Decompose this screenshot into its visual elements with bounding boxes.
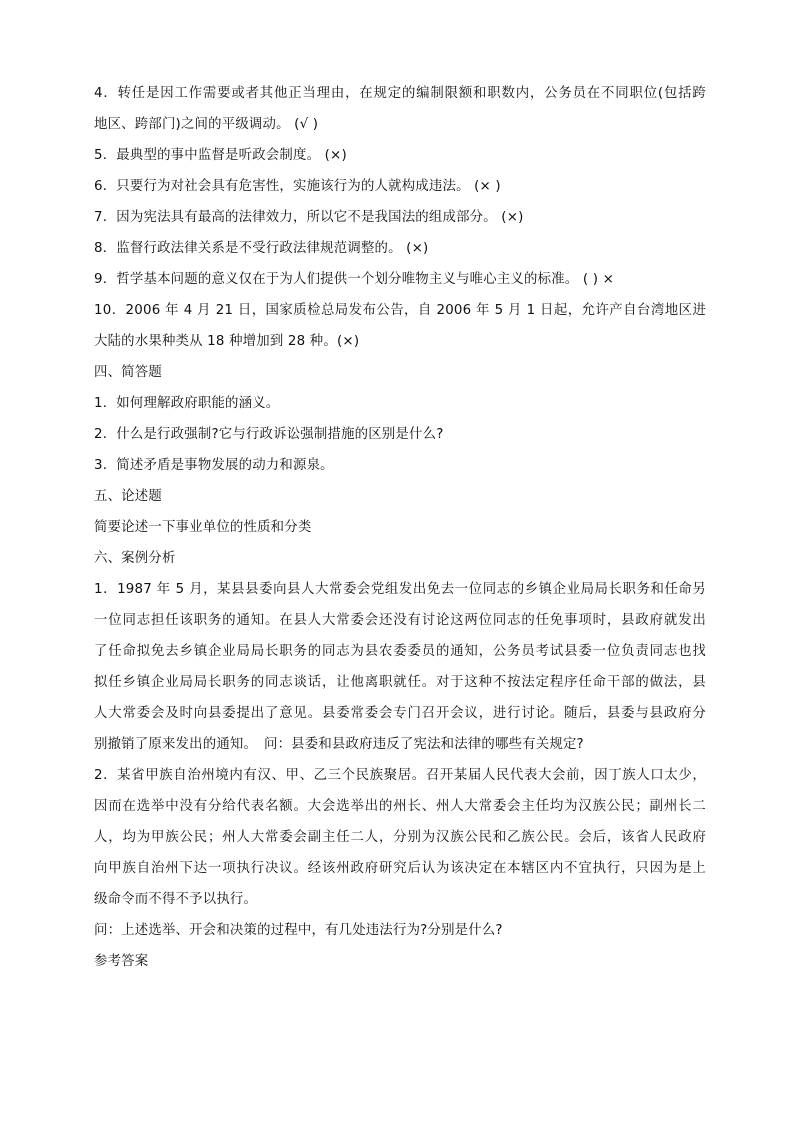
text-line: 级命令而不得不予以执行。 <box>94 892 258 907</box>
text-line: 1．如何理解政府职能的涵义。 <box>94 396 280 411</box>
text-line: 1．1987 年 5 月，某县县委向县人大常委会党组发出免去一位同志的乡镇企业局局长职务和任命另 <box>94 582 706 597</box>
document-body <box>94 78 706 977</box>
text-line: 8．监督行政法律关系是不受行政法律规范调整的。 (×) <box>94 241 429 256</box>
text-line: 2．什么是行政强制?它与行政诉讼强制措施的区别是什么? <box>94 427 444 442</box>
text-line: 3．简述矛盾是事物发展的动力和源泉。 <box>94 458 334 473</box>
text-line: 10．2006 年 4 月 21 日，国家质检总局发布公告，自 2006 年 5 月 1 日起，允许产自台湾地区进 <box>94 303 706 318</box>
section-heading: 五、论述题 <box>94 489 162 504</box>
text-line: 7．因为宪法具有最高的法律效力，所以它不是我国法的组成部分。 (×) <box>94 210 524 225</box>
text-line: 一位同志担任该职务的通知。在县人大常委会还没有讨论这两位同志的任免事项时，县政府就发出 <box>94 613 706 628</box>
section-heading: 四、简答题 <box>94 365 162 380</box>
text-line: 拟任乡镇企业局局长职务的同志谈话，让他离职就任。对于这种不按法定程序任命干部的做法，县 <box>94 675 706 690</box>
text-line: 地区、跨部门)之间的平级调动。 (√ ) <box>94 117 319 132</box>
text-line: 6．只要行为对社会具有危害性，实施该行为的人就构成违法。 (× ) <box>94 179 501 194</box>
text-line: 4．转任是因工作需要或者其他正当理由，在规定的编制限额和职数内，公务员在不同职位(包括跨 <box>94 86 706 101</box>
text-line: 大陆的水果种类从 18 种增加到 28 种。(×) <box>94 334 360 349</box>
section-heading: 参考答案 <box>94 954 149 969</box>
text-line: 了任命拟免去乡镇企业局局长职务的同志为县农委委员的通知，公务员考试县委一位负责同志也找 <box>94 644 706 659</box>
text-line: 向甲族自治州下达一项执行决议。经该州政府研究后认为该决定在本辖区内不宜执行，只因为是上 <box>94 861 706 876</box>
text-line: 人，均为甲族公民；州人大常委会副主任二人，分别为汉族公民和乙族公民。会后，该省人民政府 <box>94 830 706 845</box>
text-line: 2．某省甲族自治州境内有汉、甲、乙三个民族聚居。召开某届人民代表大会前，因丁族人口太少， <box>94 768 706 783</box>
text-line: 问：上述选举、开会和决策的过程中，有几处违法行为?分别是什么? <box>94 923 503 938</box>
text-line: 5．最典型的事中监督是听政会制度。 (×) <box>94 148 347 163</box>
text-line: 简要论述一下事业单位的性质和分类 <box>94 520 312 535</box>
text-line: 因而在选举中没有分给代表名额。大会选举出的州长、州人大常委会主任均为汉族公民；副州长二 <box>94 799 706 814</box>
text-line: 别撤销了原来发出的通知。 问：县委和县政府违反了宪法和法律的哪些有关规定? <box>94 737 584 752</box>
text-line: 9．哲学基本问题的意义仅在于为人们提供一个划分唯物主义与唯心主义的标准。 ( ) × <box>94 272 615 287</box>
section-heading: 六、案例分析 <box>94 551 176 566</box>
text-line: 人大常委会及时向县委提出了意见。县委常委会专门召开会议，进行讨论。随后，县委与县政府分 <box>94 706 706 721</box>
